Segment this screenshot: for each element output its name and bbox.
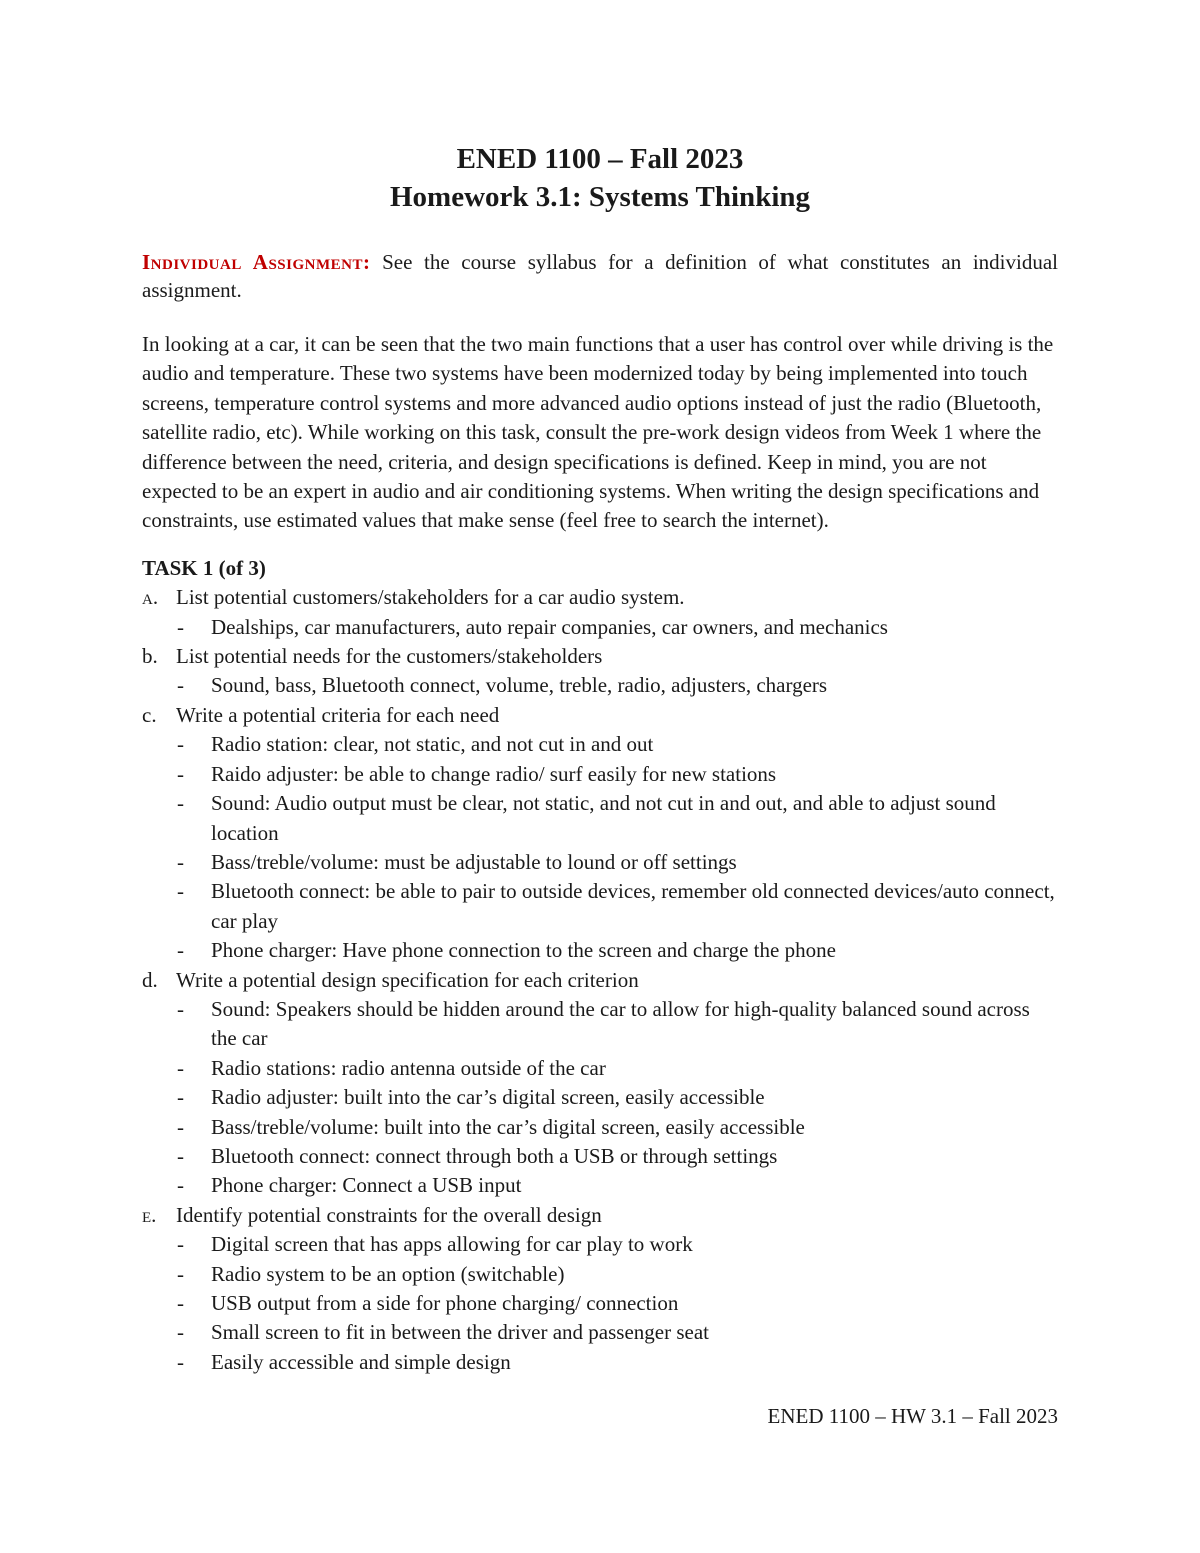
dash-bullet-icon: - — [177, 996, 184, 1021]
bullet-item — [142, 1113, 1058, 1142]
dash-bullet-icon: - — [177, 673, 184, 698]
bullet-text: Phone charger: Have phone connection to the screen and charge the phone — [211, 938, 836, 963]
dash-bullet-icon: - — [177, 938, 184, 963]
bullet-item — [142, 1083, 1058, 1112]
bullet-item — [142, 1348, 1058, 1377]
bullet-text: Digital screen that has apps allowing for car play to work — [211, 1232, 693, 1257]
intro-paragraph: In looking at a car, it can be seen that the two main functions that a user has control over while driving is the audio and temperature. These two systems have been modernized today by being implemented into touch screens, temperature control systems and more advanced audio options instead of just the radio (Bluetooth, satellite radio, etc). While working on this task, consult the pre-work design videos from Week 1 where the difference between the need, criteria, and design specifications is defined. Keep in mind, you are not expected to be an expert in audio and air conditioning systems. When writing the design specifications and constraints, use estimated values that make sense (feel free to search the internet). — [142, 332, 1054, 533]
dash-bullet-icon: - — [177, 1114, 184, 1139]
bullet-text: Radio station: clear, not static, and not cut in and out — [211, 732, 654, 757]
task-item-letter: c. — [142, 702, 157, 727]
bullet-text: Easily accessible and simple design — [211, 1349, 511, 1374]
note-text: See the course syllabus for a definition of what constitutes an individual assignment. — [142, 250, 1058, 302]
task-item-list — [142, 583, 1058, 1377]
bullet-item — [142, 1318, 1058, 1347]
task-item-letter: e. — [142, 1202, 157, 1227]
bullet-item — [142, 1054, 1058, 1083]
task-item — [142, 966, 1058, 995]
bullet-text: Radio adjuster: built into the car’s digital screen, easily accessible — [211, 1085, 765, 1110]
bullet-item — [142, 936, 1058, 965]
task-item — [142, 642, 1058, 671]
dash-bullet-icon: - — [177, 1261, 184, 1286]
bullet-item — [142, 1289, 1058, 1318]
bullet-text: Bass/treble/volume: must be adjustable to lound or off settings — [211, 849, 737, 874]
task-item-text: Identify potential constraints for the overall design — [176, 1202, 602, 1227]
title-line-1: ENED 1100 – Fall 2023 — [456, 143, 744, 175]
bullet-item — [142, 877, 1058, 936]
task-item — [142, 701, 1058, 730]
bullet-item — [142, 1142, 1058, 1171]
dash-bullet-icon: - — [177, 1291, 184, 1315]
bullet-item — [142, 848, 1058, 877]
bullet-item — [142, 730, 1058, 759]
bullet-text: USB output from a side for phone charging/ connection — [211, 1291, 679, 1315]
bullet-item — [142, 613, 1058, 642]
document-page — [142, 140, 1058, 1377]
assignment-note — [142, 248, 1058, 304]
dash-bullet-icon: - — [177, 732, 184, 757]
bullet-item — [142, 1230, 1058, 1259]
dash-bullet-icon: - — [177, 1320, 184, 1345]
dash-bullet-icon: - — [177, 1349, 184, 1374]
task-item — [142, 583, 1058, 612]
dash-bullet-icon: - — [177, 614, 184, 639]
dash-bullet-icon: - — [177, 761, 184, 786]
bullet-item — [142, 1260, 1058, 1289]
document-title — [142, 140, 1058, 216]
task-item-letter: a. — [142, 585, 159, 610]
dash-bullet-icon: - — [177, 791, 184, 816]
dash-bullet-icon: - — [177, 1143, 184, 1168]
title-line-2: Homework 3.1: Systems Thinking — [389, 181, 811, 213]
task-item-letter: b. — [142, 644, 158, 669]
bullet-text: Sound: Audio output must be clear, not static, and not cut in and out, and able to adjust sound location — [211, 791, 996, 845]
bullet-text: Bluetooth connect: connect through both a USB or through settings — [211, 1143, 778, 1168]
bullet-item — [142, 1171, 1058, 1200]
bullet-item — [142, 789, 1058, 848]
page-footer: ENED 1100 – HW 3.1 – Fall 2023 — [767, 1404, 1058, 1428]
task-item — [142, 1201, 1058, 1230]
dash-bullet-icon: - — [177, 849, 184, 874]
task-item-letter: d. — [142, 967, 158, 992]
bullet-text: Raido adjuster: be able to change radio/ surf easily for new stations — [211, 761, 777, 786]
dash-bullet-icon: - — [177, 1085, 184, 1110]
dash-bullet-icon: - — [177, 1055, 184, 1080]
bullet-item — [142, 995, 1058, 1054]
task-item-text: Write a potential design specification for each criterion — [176, 967, 639, 992]
task-item-text: List potential customers/stakeholders for a car audio system. — [176, 585, 685, 610]
bullet-item — [142, 760, 1058, 789]
bullet-text: Radio system to be an option (switchable) — [211, 1261, 565, 1286]
dash-bullet-icon: - — [177, 879, 184, 904]
note-label: Individual Assignment: — [142, 250, 371, 274]
bullet-text: Bluetooth connect: be able to pair to outside devices, remember old connected devices/auto connect, car play — [211, 879, 1055, 933]
bullet-text: Sound, bass, Bluetooth connect, volume, treble, radio, adjusters, chargers — [211, 673, 828, 698]
bullet-text: Small screen to fit in between the driver and passenger seat — [211, 1320, 709, 1345]
dash-bullet-icon: - — [177, 1232, 184, 1257]
bullet-text: Radio stations: radio antenna outside of the car — [211, 1055, 606, 1080]
bullet-text: Dealships, car manufacturers, auto repair companies, car owners, and mechanics — [211, 614, 888, 639]
bullet-text: Sound: Speakers should be hidden around the car to allow for high-quality balanced sound across the car — [211, 996, 1030, 1051]
bullet-item — [142, 671, 1058, 700]
task-heading: TASK 1 (of 3) — [142, 555, 266, 580]
task-item-text: Write a potential criteria for each need — [176, 702, 500, 727]
bullet-text: Bass/treble/volume: built into the car’s digital screen, easily accessible — [211, 1114, 805, 1139]
task-item-text: List potential needs for the customers/stakeholders — [176, 644, 603, 669]
bullet-text: Phone charger: Connect a USB input — [211, 1173, 522, 1198]
dash-bullet-icon: - — [177, 1173, 184, 1198]
